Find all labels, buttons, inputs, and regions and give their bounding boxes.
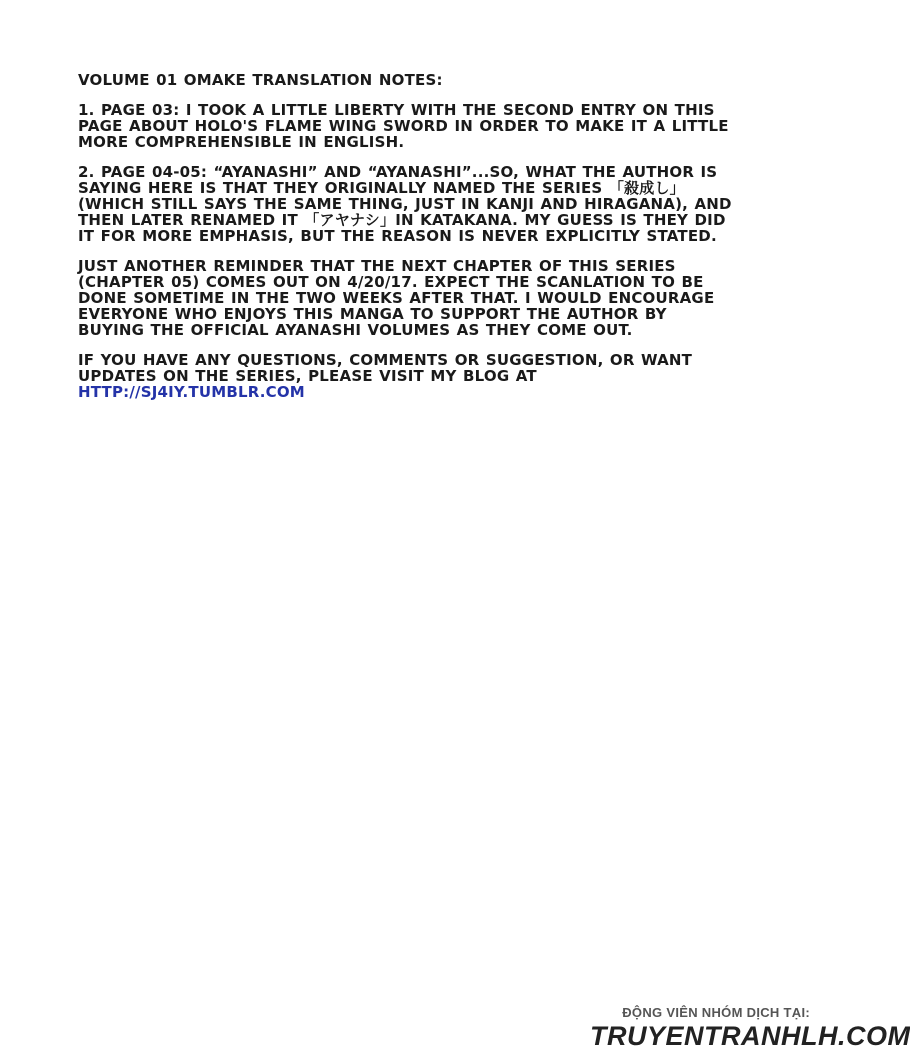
blog-link[interactable]: HTTP://SJ4IY.TUMBLR.COM	[78, 383, 305, 401]
note-page-04-05: 2. PAGE 04-05: “AYANASHI” AND “AYANASHI”...SO, WHAT THE AUTHOR IS SAYING HERE IS THAT THEY ORIGINALLY NAMED THE SERIES 「殺成し」(WHICH STILL SAYS THE SAME THING, JUST IN KANJI AND HIRAGANA), AND THEN LATER RENAMED IT 「アヤナシ」IN KATAKANA. MY GUESS IS THEY DID IT FOR MORE EMPHASIS, BUT THE REASON IS NEVER EXPLICITLY STATED.	[78, 163, 732, 245]
contact-paragraph	[78, 352, 738, 400]
credit-site: TRUYENTRANHLH.COM	[590, 1021, 910, 1051]
scanlation-credit	[590, 1005, 910, 1051]
note-page-03: 1. PAGE 03: I TOOK A LITTLE LIBERTY WITH THE SECOND ENTRY ON THIS PAGE ABOUT HOLO'S FLAME WING SWORD IN ORDER TO MAKE IT A LITTLE MORE COMPREHENSIBLE IN ENGLISH.	[78, 101, 729, 151]
credit-lead: ĐỘNG VIÊN NHÓM DỊCH TẠI:	[622, 1005, 810, 1020]
notes-title: VOLUME 01 OMAKE TRANSLATION NOTES:	[78, 71, 443, 89]
contact-text: IF YOU HAVE ANY QUESTIONS, COMMENTS OR SUGGESTION, OR WANT UPDATES ON THE SERIES, PLEASE VISIT MY BLOG AT	[78, 351, 693, 385]
chapter-reminder: JUST ANOTHER REMINDER THAT THE NEXT CHAPTER OF THIS SERIES (CHAPTER 05) COMES OUT ON 4/20/17. EXPECT THE SCANLATION TO BE DONE SOMETIME IN THE TWO WEEKS AFTER THAT. I WOULD ENCOURAGE EVERYONE WHO ENJOYS THIS MANGA TO SUPPORT THE AUTHOR BY BUYING THE OFFICIAL AYANASHI VOLUMES AS THEY COME OUT.	[78, 257, 715, 339]
translation-notes	[78, 72, 738, 414]
